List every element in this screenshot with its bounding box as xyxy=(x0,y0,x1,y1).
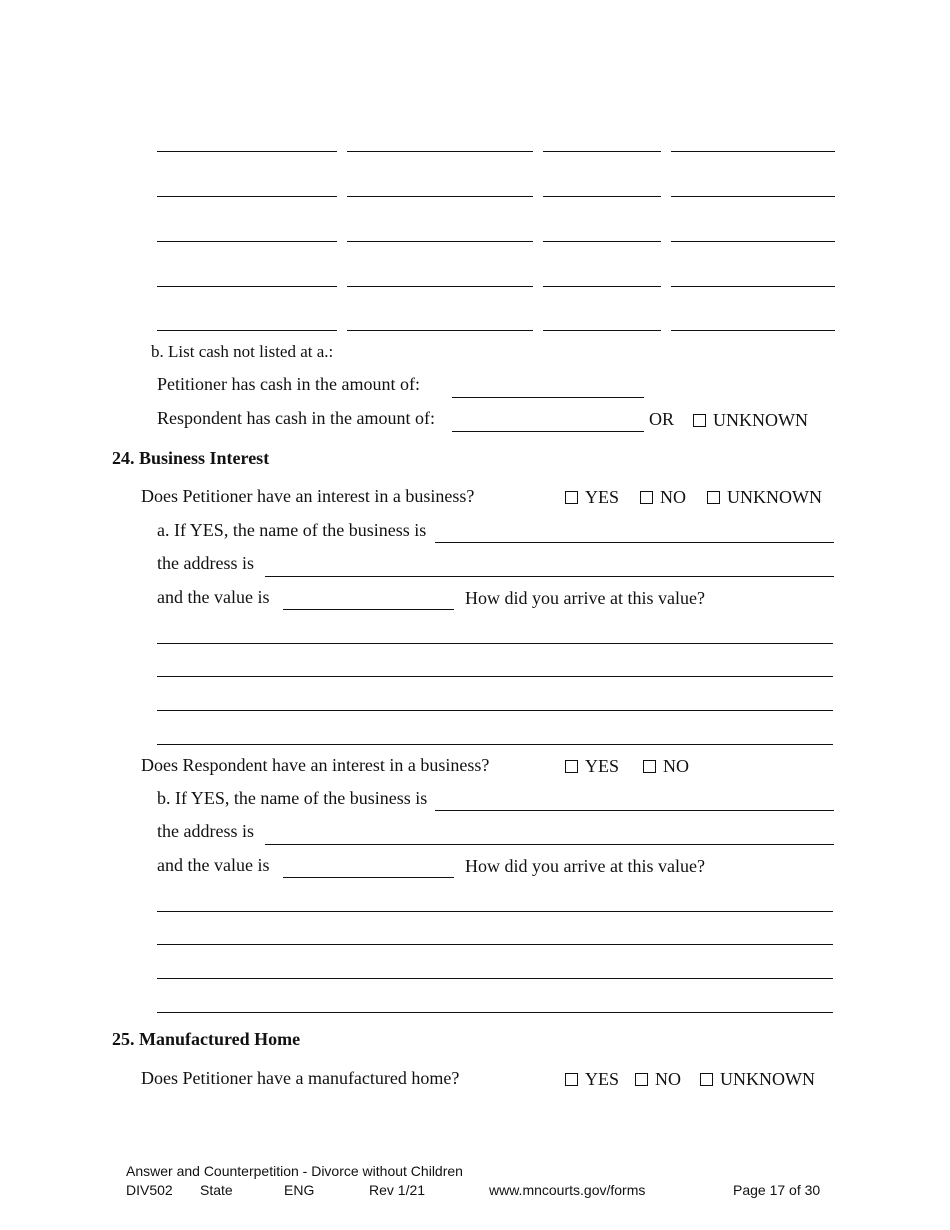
petitioner-business-value-field[interactable] xyxy=(283,609,454,610)
petitioner-business-value-label: and the value is xyxy=(157,587,270,607)
respondent-business-how-label: How did you arrive at this value? xyxy=(465,856,705,876)
table-cell-line[interactable] xyxy=(671,286,835,287)
checkbox-label: YES xyxy=(585,487,620,507)
table-cell-line[interactable] xyxy=(671,151,835,152)
section-heading-manufactured-home: 25. Manufactured Home xyxy=(112,1029,301,1049)
footer-language: ENG xyxy=(284,1182,315,1198)
checkbox-icon xyxy=(700,1073,713,1086)
checkbox-label: UNKNOWN xyxy=(713,410,808,430)
petitioner-cash-label: Petitioner has cash in the amount of: xyxy=(157,374,420,394)
section-heading-business-interest: 24. Business Interest xyxy=(112,448,270,468)
petitioner-business-question: Does Petitioner have an interest in a business? xyxy=(141,486,475,506)
table-cell-line[interactable] xyxy=(347,330,533,331)
checkbox-icon xyxy=(565,491,578,504)
respondent-business-name-label: b. If YES, the name of the business is xyxy=(157,788,428,808)
checkbox-label: YES xyxy=(585,756,620,776)
petitioner-business-name-label: a. If YES, the name of the business is xyxy=(157,520,427,540)
petitioner-business-how-label: How did you arrive at this value? xyxy=(465,588,705,608)
table-cell-line[interactable] xyxy=(671,330,835,331)
table-cell-line[interactable] xyxy=(671,196,835,197)
respondent-explanation-line[interactable] xyxy=(157,1012,833,1013)
petitioner-business-no-checkbox[interactable] xyxy=(640,487,686,507)
checkbox-icon xyxy=(640,491,653,504)
footer-form-title: Answer and Counterpetition - Divorce without Children xyxy=(126,1163,463,1179)
table-cell-line[interactable] xyxy=(347,151,533,152)
manufactured-home-yes-checkbox[interactable] xyxy=(565,1069,619,1089)
checkbox-icon xyxy=(643,760,656,773)
petitioner-explanation-line[interactable] xyxy=(157,676,833,677)
checkbox-label: YES xyxy=(585,1069,620,1089)
petitioner-business-address-label: the address is xyxy=(157,553,254,573)
petitioner-business-yes-checkbox[interactable] xyxy=(565,487,619,507)
manufactured-home-unknown-checkbox[interactable] xyxy=(700,1069,815,1089)
petitioner-explanation-line[interactable] xyxy=(157,710,833,711)
checkbox-icon xyxy=(565,760,578,773)
checkbox-icon xyxy=(635,1073,648,1086)
list-cash-label: b. List cash not listed at a.: xyxy=(151,342,334,361)
respondent-business-address-field[interactable] xyxy=(265,844,834,845)
checkbox-label: NO xyxy=(663,756,689,776)
footer-form-code: DIV502 xyxy=(126,1182,173,1198)
petitioner-business-address-field[interactable] xyxy=(265,576,834,577)
table-cell-line[interactable] xyxy=(543,151,661,152)
or-label: OR xyxy=(649,409,675,429)
footer-jurisdiction: State xyxy=(200,1182,233,1198)
respondent-explanation-line[interactable] xyxy=(157,911,833,912)
table-cell-line[interactable] xyxy=(543,286,661,287)
respondent-business-no-checkbox[interactable] xyxy=(643,756,689,776)
petitioner-explanation-line[interactable] xyxy=(157,744,833,745)
checkbox-label: UNKNOWN xyxy=(720,1069,815,1089)
respondent-explanation-line[interactable] xyxy=(157,978,833,979)
respondent-business-yes-checkbox[interactable] xyxy=(565,756,619,776)
respondent-cash-unknown-checkbox[interactable] xyxy=(693,410,808,430)
respondent-business-name-field[interactable] xyxy=(435,810,834,811)
respondent-cash-field[interactable] xyxy=(452,431,644,432)
table-cell-line[interactable] xyxy=(543,196,661,197)
respondent-business-value-field[interactable] xyxy=(283,877,454,878)
table-cell-line[interactable] xyxy=(157,330,337,331)
petitioner-business-name-field[interactable] xyxy=(435,542,834,543)
checkbox-icon xyxy=(693,414,706,427)
table-cell-line[interactable] xyxy=(157,241,337,242)
table-cell-line[interactable] xyxy=(347,196,533,197)
footer-revision: Rev 1/21 xyxy=(369,1182,426,1198)
petitioner-business-unknown-checkbox[interactable] xyxy=(707,487,822,507)
respondent-business-address-label: the address is xyxy=(157,821,254,841)
petitioner-cash-field[interactable] xyxy=(452,397,644,398)
table-cell-line[interactable] xyxy=(157,286,337,287)
table-cell-line[interactable] xyxy=(671,241,835,242)
checkbox-label: NO xyxy=(655,1069,681,1089)
respondent-business-question: Does Respondent have an interest in a business? xyxy=(141,755,490,775)
footer-page-number: Page 17 of 30 xyxy=(733,1182,821,1198)
manufactured-home-no-checkbox[interactable] xyxy=(635,1069,681,1089)
checkbox-icon xyxy=(565,1073,578,1086)
table-cell-line[interactable] xyxy=(347,286,533,287)
table-cell-line[interactable] xyxy=(347,241,533,242)
footer-url[interactable]: www.mncourts.gov/forms xyxy=(489,1182,646,1198)
respondent-cash-label: Respondent has cash in the amount of: xyxy=(157,408,435,428)
respondent-explanation-line[interactable] xyxy=(157,944,833,945)
respondent-business-value-label: and the value is xyxy=(157,855,270,875)
manufactured-home-question: Does Petitioner have a manufactured home? xyxy=(141,1068,460,1088)
table-cell-line[interactable] xyxy=(157,151,337,152)
table-cell-line[interactable] xyxy=(157,196,337,197)
table-cell-line[interactable] xyxy=(543,330,661,331)
checkbox-label: NO xyxy=(660,487,686,507)
checkbox-icon xyxy=(707,491,720,504)
table-cell-line[interactable] xyxy=(543,241,661,242)
checkbox-label: UNKNOWN xyxy=(727,487,822,507)
petitioner-explanation-line[interactable] xyxy=(157,643,833,644)
